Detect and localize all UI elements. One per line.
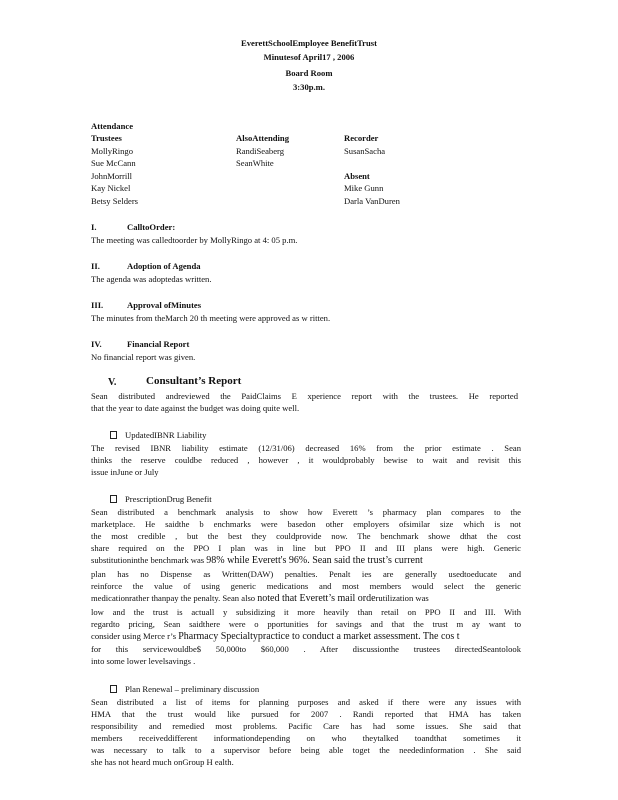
paragraph-line: issue inJune or July [91,467,159,477]
section-title-adoption: Adoption of Agenda [127,261,201,271]
paragraph-line: reinforce the value of using generic medications and most members would select the generic [91,581,521,591]
text-run: medicationrather thanpay the penalty. Sean also [91,593,258,603]
absent-heading: Absent [344,171,370,181]
attendance-heading: Attendance [91,121,134,131]
paragraph-line: HMA that the trust would like pursued for 2007 . Randi reported that HMA has taken [91,709,521,719]
paragraph-line: Sean distributed a benchmark analysis to show how Everett ’s pharmacy plan compares to the [91,507,521,517]
trustee-name: Sue McCann [91,158,136,168]
paragraph-line: share required on the PPO I plan was in line but PPO II and III plans were high. Generic [91,543,521,553]
paragraph-line: thinks the reserve couldbe reduced , however , it wouldprobably bewise to wait and revisit this [91,455,521,465]
paragraph-line: marketplace. He saidthe b enchmarks were basedon other employers ofsimilar size which is not [91,519,521,529]
text-run-emphasis: 98% while Everett's 96%. Sean said the trust’s current [206,555,423,566]
paragraph-line: Sean distributed andreviewed the PaidClaims E xperience report with the trustees. He reported [91,391,518,401]
pharmacy-title: PrescriptionDrug Benefit [125,494,212,504]
section-number: V. [108,377,117,388]
section-title-approval: Approval ofMinutes [127,300,202,310]
paragraph-line: was necessary to talk to a supervisor before being able toget the neededinformation . She said [91,745,521,755]
trustee-name: Betsy Selders [91,196,139,206]
section-number: I. [91,222,97,232]
absent-name: Darla VanDuren [344,196,400,206]
text-run: substitutioninthe benchmark was [91,555,207,565]
section-number: IV. [91,339,102,349]
section-number: III. [91,300,104,310]
pharmacy-heading [110,494,212,505]
ibnr-heading [110,430,206,441]
paragraph-line [91,555,423,566]
paragraph-line [91,631,460,642]
paragraph-line: she has not heard much onGroup H ealth. [91,757,234,767]
paragraph-line: low and the trust is actuall y subsidizing it more heavily than retail on PPO II and III. With [91,607,521,617]
renewal-heading [110,684,259,695]
section-title-financial: Financial Report [127,339,190,349]
paragraph-line: the most credible , but the best they couldprovide now. The benchmark showe dthat the cost [91,531,521,541]
paragraph-line: into some lower levelsavings . [91,656,196,666]
section-title-call-to-order: CalltoOrder: [127,222,176,232]
also-attending-name: SeanWhite [236,158,274,168]
paragraph-line: Sean distributed a list of items for planning purposes and asked if there were any issues with [91,697,521,707]
recorder-heading: Recorder [344,133,379,143]
checkbox-bullet-icon [110,431,117,439]
paragraph-line [91,593,429,604]
trustees-heading: Trustees [91,133,122,143]
trustee-name: MollyRingo [91,146,134,156]
ibnr-title: UpdatedIBNR Liability [125,430,207,440]
trustee-name: JohnMorrill [91,171,133,181]
paragraph-line: responsibility and remedied most problems. Pacific Care has had some issues. She said that [91,721,521,731]
section-number: II. [91,261,100,271]
paragraph-line: members receiveddifferent informationdepending on who theytalked toandthat sometimes it [91,733,521,743]
text-run: consider using Merce r’s [91,631,179,641]
renewal-title: Plan Renewal – preliminary discussion [125,684,260,694]
text-run-emphasis: Pharmacy Specialtypractice to conduct a market assessment. The cos t [178,631,460,642]
section-title-consultant: Consultant’s Report [146,375,242,387]
section-text: No financial report was given. [91,352,196,362]
section-text: The meeting was calledtoorder by MollyRingo at 4: 05 p.m. [91,235,298,245]
paragraph-line: that the year to date against the budget was doing quite well. [91,403,300,413]
absent-name: Mike Gunn [344,183,384,193]
doc-location-line: Board Room [285,68,333,78]
checkbox-bullet-icon [110,685,117,693]
section-text: The agenda was adoptedas written. [91,274,212,284]
doc-time-line: 3:30p.m. [293,82,325,92]
paragraph-line: The revised IBNR liability estimate (12/31/06) decreased 16% from the prior estimate . Sean [91,443,521,453]
doc-title-line: EverettSchoolEmployee BenefitTrust [241,38,377,48]
section-text: The minutes from theMarch 20 th meeting were approved as w ritten. [91,313,331,323]
paragraph-line: plan has no Dispense as Written(DAW) penalties. Penalt ies are generally usedtoeducate and [91,569,521,579]
doc-date-line: Minutesof April17 , 2006 [263,52,355,62]
recorder-name: SusanSacha [344,146,386,156]
checkbox-bullet-icon [110,495,117,503]
also-attending-heading: AlsoAttending [236,133,290,143]
also-attending-name: RandiSeaberg [236,146,285,156]
paragraph-line: regardto pricing, Sean saidthere were o pportunities for savings and that the trust m ay want to [91,619,521,629]
text-run: rutilization was [375,593,429,603]
text-run-emphasis: noted that Everett’s mail orde [257,593,376,604]
paragraph-line: for this servicewouldbe$ 50,000to $60,000 . After discussionthe trustees directedSeantolook [91,644,521,654]
trustee-name: Kay Nickel [91,183,131,193]
